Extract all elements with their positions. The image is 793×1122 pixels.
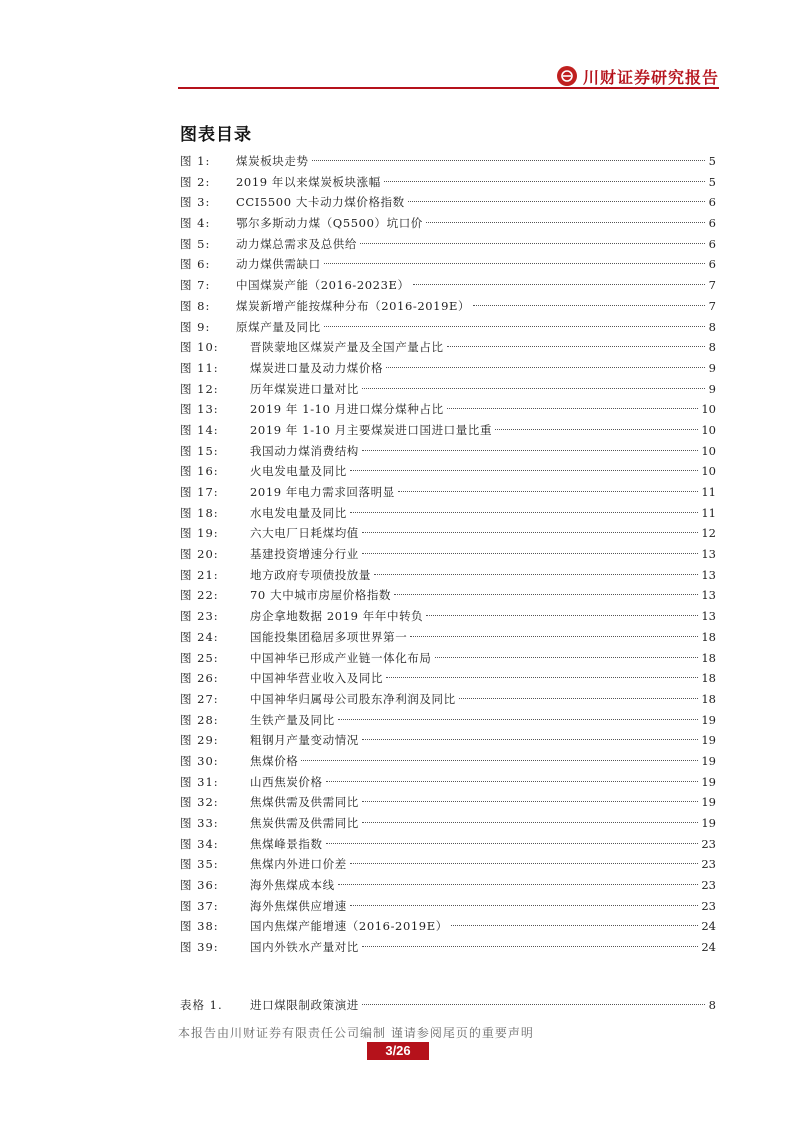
toc-entry-title: 中国神华已形成产业链一体化布局 (250, 650, 432, 665)
toc-entry-title: 煤炭新增产能按煤种分布（2016-2019E） (236, 298, 471, 313)
toc-leader-dots (386, 677, 698, 678)
toc-entry-page: 24 (701, 919, 716, 934)
toc-leader-dots (426, 615, 698, 616)
toc-leader-dots (459, 698, 699, 699)
toc-entry-label: 图 1: (180, 154, 211, 168)
toc-leader-dots (350, 512, 699, 513)
toc-entry-label: 图 36: (180, 878, 219, 893)
toc-entry[interactable] (180, 834, 716, 855)
toc-entry-label: 图 24: (180, 629, 219, 644)
toc-entry-page: 18 (701, 671, 716, 686)
toc-entry-title: 焦煤内外进口价差 (250, 857, 347, 872)
toc-entry-label: 图 12: (180, 381, 219, 396)
toc-entry-title: 地方政府专项债投放量 (250, 567, 371, 582)
toc-leader-dots (362, 801, 698, 802)
toc-entry-label: 图 34: (180, 836, 219, 851)
toc-entry[interactable] (180, 275, 716, 296)
toc-entry-page: 23 (701, 898, 716, 913)
toc-entry[interactable] (180, 234, 716, 255)
toc-entry-page: 6 (708, 216, 716, 231)
toc-entry-title: 房企拿地数据 2019 年年中转负 (250, 609, 424, 624)
toc-entry-title: 动力煤总需求及总供给 (236, 236, 357, 251)
toc-entry[interactable] (180, 792, 716, 813)
toc-entry-title: 海外焦煤供应增速 (250, 898, 347, 913)
toc-entry[interactable] (180, 503, 716, 524)
toc-entry[interactable] (180, 916, 716, 937)
toc-entry-page: 11 (701, 505, 716, 520)
toc-entry-title: 水电发电量及同比 (250, 505, 347, 520)
toc-leader-dots (326, 781, 699, 782)
toc-entry-page: 23 (701, 878, 716, 893)
toc-entry[interactable] (180, 565, 716, 586)
toc-leader-dots (386, 367, 705, 368)
toc-entry-label: 图 35: (180, 857, 219, 872)
page-number: 3/26 (367, 1042, 429, 1060)
toc-entry[interactable] (180, 896, 716, 917)
toc-entry-label: 图 33: (180, 816, 219, 830)
toc-entry-label: 图 17: (180, 485, 219, 499)
toc-leader-dots (301, 760, 698, 761)
toc-entry-page: 8 (708, 340, 716, 355)
toc-entry-title: 焦煤价格 (250, 753, 299, 768)
toc-entry-label: 图 18: (180, 505, 219, 520)
toc-entry-title: 我国动力煤消费结构 (250, 443, 359, 458)
toc-entry-title: 晋陕蒙地区煤炭产量及全国产量占比 (250, 340, 444, 355)
toc-leader-dots (362, 532, 698, 533)
toc-leader-dots (338, 884, 699, 885)
toc-entry[interactable] (180, 668, 716, 689)
toc-entry-label: 图 21: (180, 567, 219, 582)
toc-entry-label: 图 39: (180, 940, 219, 955)
toc-entry-title: 2019 年 1-10 月进口煤分煤种占比 (250, 402, 444, 417)
toc-leader-dots (362, 553, 698, 554)
toc-entry[interactable] (180, 523, 716, 544)
toc-entry-label: 图 13: (180, 402, 219, 417)
toc-entry-title: 动力煤供需缺口 (236, 257, 321, 272)
toc-leader-dots (413, 284, 705, 285)
toc-leader-dots (374, 574, 698, 575)
toc-entry-title: 山西焦炭价格 (250, 774, 323, 789)
toc-entry-label: 图 6: (180, 257, 211, 272)
toc-entry[interactable] (180, 172, 716, 193)
toc-entry-page: 13 (701, 609, 716, 624)
toc-entry-label: 图 15: (180, 443, 219, 458)
toc-leader-dots (362, 946, 698, 947)
toc-entry-label: 图 9: (180, 319, 211, 334)
toc-entry-page: 18 (701, 691, 716, 706)
figure-toc-list (180, 151, 716, 958)
toc-entry-label: 图 29: (180, 733, 219, 748)
toc-leader-dots (362, 450, 698, 451)
header-brand (557, 64, 719, 88)
toc-leader-dots (410, 636, 698, 637)
header-divider (178, 87, 719, 89)
toc-entry-label: 图 22: (180, 588, 219, 603)
toc-entry-page: 19 (701, 816, 716, 830)
toc-leader-dots (394, 594, 698, 595)
toc-entry[interactable] (180, 192, 716, 213)
toc-entry[interactable] (180, 544, 716, 565)
toc-entry-page: 10 (701, 443, 716, 458)
toc-leader-dots (408, 201, 705, 202)
toc-entry-title: 焦炭供需及供需同比 (250, 816, 359, 830)
toc-entry-title: 进口煤限制政策演进 (250, 998, 359, 1012)
toc-entry-page: 19 (701, 712, 716, 727)
toc-entry-title: 中国神华归属母公司股东净利润及同比 (250, 691, 456, 706)
toc-entry-title: 2019 年电力需求回落明显 (250, 485, 395, 499)
toc-leader-dots (360, 243, 705, 244)
toc-entry-label: 图 37: (180, 898, 219, 913)
toc-entry-page: 24 (701, 940, 716, 955)
toc-entry-page: 10 (701, 464, 716, 479)
toc-leader-dots (362, 1004, 705, 1005)
toc-entry[interactable] (180, 937, 716, 958)
toc-entry[interactable] (180, 772, 716, 793)
brand-name: 川财证券研究报告 (582, 67, 719, 87)
toc-entry-label: 图 25: (180, 650, 219, 665)
toc-entry-title: 粗钢月产量变动情况 (250, 733, 359, 748)
toc-leader-dots (350, 905, 699, 906)
toc-entry[interactable] (180, 379, 716, 400)
toc-entry-page: 19 (701, 774, 716, 789)
toc-entry[interactable] (180, 213, 716, 234)
toc-leader-dots (324, 326, 705, 327)
toc-entry[interactable] (180, 482, 716, 503)
toc-leader-dots (326, 843, 699, 844)
toc-entry[interactable] (180, 420, 716, 441)
toc-entry-title: 海外焦煤成本线 (250, 878, 335, 893)
toc-entry-page: 18 (701, 650, 716, 665)
toc-entry-label: 图 30: (180, 753, 219, 768)
toc-leader-dots (384, 181, 705, 182)
toc-entry-page: 19 (701, 753, 716, 768)
toc-leader-dots (362, 388, 705, 389)
toc-entry[interactable] (180, 995, 716, 1016)
toc-entry[interactable] (180, 854, 716, 875)
toc-entry-label: 图 11: (180, 360, 219, 375)
toc-entry[interactable] (180, 317, 716, 338)
toc-entry[interactable] (180, 337, 716, 358)
toc-entry-label: 图 27: (180, 691, 219, 706)
toc-entry-title: 火电发电量及同比 (250, 464, 347, 479)
toc-entry-title: 70 大中城市房屋价格指数 (250, 588, 392, 603)
toc-entry-page: 7 (708, 278, 716, 293)
toc-entry-page: 23 (701, 857, 716, 872)
toc-entry-label: 图 32: (180, 795, 219, 810)
toc-entry-label: 图 10: (180, 340, 219, 355)
toc-entry-label: 表格 1. (180, 998, 223, 1012)
toc-leader-dots (362, 739, 698, 740)
toc-entry-title: 国内外铁水产量对比 (250, 940, 359, 955)
toc-leader-dots (324, 263, 705, 264)
toc-entry-title: 国内焦煤产能增速（2016-2019E） (250, 919, 448, 934)
toc-leader-dots (312, 160, 705, 161)
toc-entry-title: 焦煤峰景指数 (250, 836, 323, 851)
toc-leader-dots (435, 657, 699, 658)
toc-entry-title: 原煤产量及同比 (236, 319, 321, 334)
toc-leader-dots (473, 305, 705, 306)
toc-entry-title: 基建投资增速分行业 (250, 547, 359, 562)
toc-entry-page: 19 (701, 795, 716, 810)
toc-entry[interactable] (180, 358, 716, 379)
toc-leader-dots (338, 719, 699, 720)
toc-entry-page: 13 (701, 547, 716, 562)
toc-entry[interactable] (180, 648, 716, 669)
toc-entry[interactable] (180, 627, 716, 648)
toc-entry-title: 六大电厂日耗煤均值 (250, 526, 359, 541)
toc-entry-page: 7 (708, 298, 716, 313)
toc-entry-page: 13 (701, 567, 716, 582)
toc-entry-label: 图 28: (180, 712, 219, 727)
toc-entry-label: 图 26: (180, 671, 219, 686)
toc-entry[interactable] (180, 461, 716, 482)
toc-entry-label: 图 20: (180, 547, 219, 562)
toc-entry[interactable] (180, 751, 716, 772)
toc-entry-title: 2019 年以来煤炭板块涨幅 (236, 174, 381, 189)
toc-leader-dots (350, 863, 699, 864)
toc-entry-page: 5 (708, 174, 716, 189)
toc-leader-dots (451, 925, 699, 926)
toc-entry-title: 历年煤炭进口量对比 (250, 381, 359, 396)
toc-entry-page: 9 (708, 381, 716, 396)
toc-entry-page: 23 (701, 836, 716, 851)
toc-entry[interactable] (180, 399, 716, 420)
toc-leader-dots (362, 822, 698, 823)
toc-entry-title: CCI5500 大卡动力煤价格指数 (236, 195, 405, 210)
toc-entry[interactable] (180, 730, 716, 751)
toc-entry[interactable] (180, 151, 716, 172)
toc-leader-dots (398, 491, 699, 492)
toc-entry-page: 13 (701, 588, 716, 603)
toc-entry-label: 图 31: (180, 774, 219, 789)
toc-entry-title: 中国神华营业收入及同比 (250, 671, 384, 686)
toc-entry-title: 焦煤供需及供需同比 (250, 795, 359, 810)
toc-entry-label: 图 23: (180, 609, 219, 624)
toc-entry-label: 图 5: (180, 236, 211, 251)
toc-entry-page: 9 (708, 360, 716, 375)
toc-entry-page: 6 (708, 257, 716, 272)
toc-entry-label: 图 2: (180, 174, 211, 189)
toc-entry-title: 煤炭进口量及动力煤价格 (250, 360, 384, 375)
toc-entry-page: 5 (708, 154, 716, 168)
toc-leader-dots (350, 470, 699, 471)
toc-entry[interactable] (180, 296, 716, 317)
toc-entry[interactable] (180, 689, 716, 710)
toc-entry-page: 8 (708, 319, 716, 334)
footer-disclaimer: 本报告由川财证券有限责任公司编制 谨请参阅尾页的重要声明 (178, 1026, 534, 1040)
toc-entry-page: 19 (701, 733, 716, 748)
toc-entry-title: 2019 年 1-10 月主要煤炭进口国进口量比重 (250, 422, 493, 437)
table-toc-list (180, 995, 716, 1016)
toc-entry-label: 图 7: (180, 278, 211, 293)
toc-entry-label: 图 14: (180, 422, 219, 437)
toc-entry-page: 6 (708, 195, 716, 210)
toc-entry[interactable] (180, 813, 716, 834)
toc-entry[interactable] (180, 585, 716, 606)
toc-entry-title: 生铁产量及同比 (250, 712, 335, 727)
toc-entry[interactable] (180, 606, 716, 627)
toc-entry-title: 鄂尔多斯动力煤（Q5500）坑口价 (236, 216, 423, 231)
toc-leader-dots (426, 222, 705, 223)
toc-entry-page: 11 (701, 485, 716, 499)
toc-entry-label: 图 8: (180, 298, 211, 313)
toc-entry-label: 图 16: (180, 464, 219, 479)
toc-entry-page: 8 (708, 998, 716, 1012)
toc-entry-page: 10 (701, 422, 716, 437)
toc-entry[interactable] (180, 441, 716, 462)
toc-entry-page: 18 (701, 629, 716, 644)
toc-title: 图表目录 (180, 125, 252, 145)
toc-entry-label: 图 3: (180, 195, 211, 210)
toc-entry-label: 图 38: (180, 919, 219, 934)
toc-entry-title: 国能投集团稳居多项世界第一 (250, 629, 408, 644)
toc-entry-label: 图 4: (180, 216, 211, 231)
toc-entry[interactable] (180, 254, 716, 275)
toc-entry[interactable] (180, 875, 716, 896)
toc-entry[interactable] (180, 710, 716, 731)
toc-entry-label: 图 19: (180, 526, 219, 541)
company-logo-icon (557, 66, 577, 86)
toc-entry-page: 10 (701, 402, 716, 417)
toc-leader-dots (495, 429, 698, 430)
toc-leader-dots (447, 408, 699, 409)
toc-entry-title: 煤炭板块走势 (236, 154, 309, 168)
toc-leader-dots (447, 346, 705, 347)
toc-entry-page: 6 (708, 236, 716, 251)
toc-entry-title: 中国煤炭产能（2016-2023E） (236, 278, 410, 293)
toc-entry-page: 12 (701, 526, 716, 541)
